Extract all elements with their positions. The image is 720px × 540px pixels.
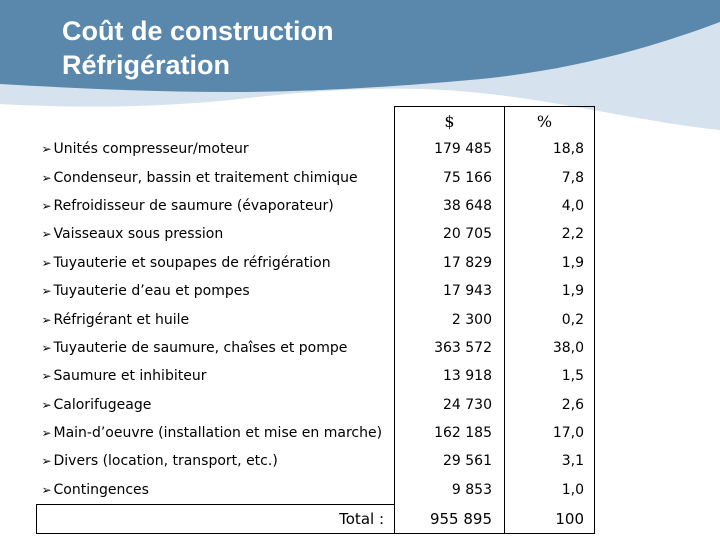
- total-dollar-value: 955 895: [395, 505, 505, 534]
- row-percent-value: 2,2: [505, 220, 595, 248]
- row-label: Saumure et inhibiteur: [53, 368, 207, 385]
- table-row: [37, 249, 595, 277]
- row-dollar-value: 13 918: [395, 362, 505, 390]
- row-label: Vaisseaux sous pression: [53, 226, 224, 243]
- row-percent-value: 1,9: [505, 277, 595, 305]
- row-dollar-value: 38 648: [395, 192, 505, 220]
- table-row: [37, 220, 595, 248]
- title-line-1: Coût de construction: [62, 16, 334, 46]
- row-dollar-value: 179 485: [395, 135, 505, 163]
- row-percent-value: 1,0: [505, 476, 595, 505]
- arrow-bullet-icon: ➢: [41, 312, 52, 327]
- table-row: [37, 362, 595, 390]
- table-row: [37, 391, 595, 419]
- arrow-bullet-icon: ➢: [41, 426, 52, 441]
- row-label-cell: [37, 192, 395, 220]
- row-percent-value: 2,6: [505, 391, 595, 419]
- total-row: [37, 505, 595, 534]
- table-row: [37, 305, 595, 333]
- row-label: Unités compresseur/moteur: [53, 141, 249, 158]
- row-label-cell: [37, 476, 395, 505]
- row-label-cell: [37, 447, 395, 475]
- table-header-row: [37, 107, 595, 136]
- table-row: [37, 135, 595, 163]
- row-dollar-value: 17 829: [395, 249, 505, 277]
- row-label-cell: [37, 334, 395, 362]
- arrow-bullet-icon: ➢: [41, 255, 52, 270]
- row-label: Condenseur, bassin et traitement chimique: [53, 169, 358, 186]
- title-line-2: Réfrigération: [62, 50, 231, 80]
- row-percent-value: 1,5: [505, 362, 595, 390]
- table-row: [37, 447, 595, 475]
- row-dollar-value: 2 300: [395, 305, 505, 333]
- column-header-dollar: $: [395, 107, 505, 136]
- row-label-cell: [37, 220, 395, 248]
- table-row: [37, 277, 595, 305]
- row-label: Refroidisseur de saumure (évaporateur): [53, 197, 334, 214]
- table-row: [37, 476, 595, 505]
- row-label-cell: [37, 419, 395, 447]
- row-label: Divers (location, transport, etc.): [53, 453, 278, 470]
- row-label-cell: [37, 391, 395, 419]
- row-label: Main-d’oeuvre (installation et mise en marche): [53, 425, 383, 442]
- cost-table: [36, 106, 595, 534]
- arrow-bullet-icon: ➢: [41, 142, 52, 157]
- row-label: Calorifugeage: [53, 396, 152, 413]
- row-dollar-value: 75 166: [395, 163, 505, 191]
- row-dollar-value: 9 853: [395, 476, 505, 505]
- row-label: Tuyauterie et soupapes de réfrigération: [53, 254, 331, 271]
- page-title: [62, 14, 334, 82]
- row-label-cell: [37, 362, 395, 390]
- arrow-bullet-icon: ➢: [41, 227, 52, 242]
- arrow-bullet-icon: ➢: [41, 170, 52, 185]
- arrow-bullet-icon: ➢: [41, 397, 52, 412]
- row-label: Contingences: [53, 481, 149, 498]
- row-percent-value: 0,2: [505, 305, 595, 333]
- arrow-bullet-icon: ➢: [41, 340, 52, 355]
- row-percent-value: 18,8: [505, 135, 595, 163]
- row-label-cell: [37, 249, 395, 277]
- row-percent-value: 1,9: [505, 249, 595, 277]
- row-dollar-value: 17 943: [395, 277, 505, 305]
- table-row: [37, 192, 595, 220]
- column-header-percent: %: [505, 107, 595, 136]
- row-percent-value: 3,1: [505, 447, 595, 475]
- total-percent-value: 100: [505, 505, 595, 534]
- row-label-cell: [37, 163, 395, 191]
- total-label: Total :: [37, 505, 395, 534]
- row-percent-value: 7,8: [505, 163, 595, 191]
- row-dollar-value: 20 705: [395, 220, 505, 248]
- arrow-bullet-icon: ➢: [41, 198, 52, 213]
- row-label: Tuyauterie d’eau et pompes: [53, 283, 250, 300]
- table-row: [37, 163, 595, 191]
- table-row: [37, 334, 595, 362]
- row-label-cell: [37, 277, 395, 305]
- row-label: Tuyauterie de saumure, chaîses et pompe: [53, 339, 348, 356]
- row-percent-value: 38,0: [505, 334, 595, 362]
- row-dollar-value: 363 572: [395, 334, 505, 362]
- header-blank-cell: [37, 107, 395, 136]
- table-row: [37, 419, 595, 447]
- row-dollar-value: 29 561: [395, 447, 505, 475]
- row-dollar-value: 162 185: [395, 419, 505, 447]
- arrow-bullet-icon: ➢: [41, 284, 52, 299]
- row-label-cell: [37, 135, 395, 163]
- arrow-bullet-icon: ➢: [41, 454, 52, 469]
- arrow-bullet-icon: ➢: [41, 369, 52, 384]
- row-label-cell: [37, 305, 395, 333]
- row-dollar-value: 24 730: [395, 391, 505, 419]
- row-percent-value: 4,0: [505, 192, 595, 220]
- row-percent-value: 17,0: [505, 419, 595, 447]
- arrow-bullet-icon: ➢: [41, 482, 52, 497]
- row-label: Réfrigérant et huile: [53, 311, 190, 328]
